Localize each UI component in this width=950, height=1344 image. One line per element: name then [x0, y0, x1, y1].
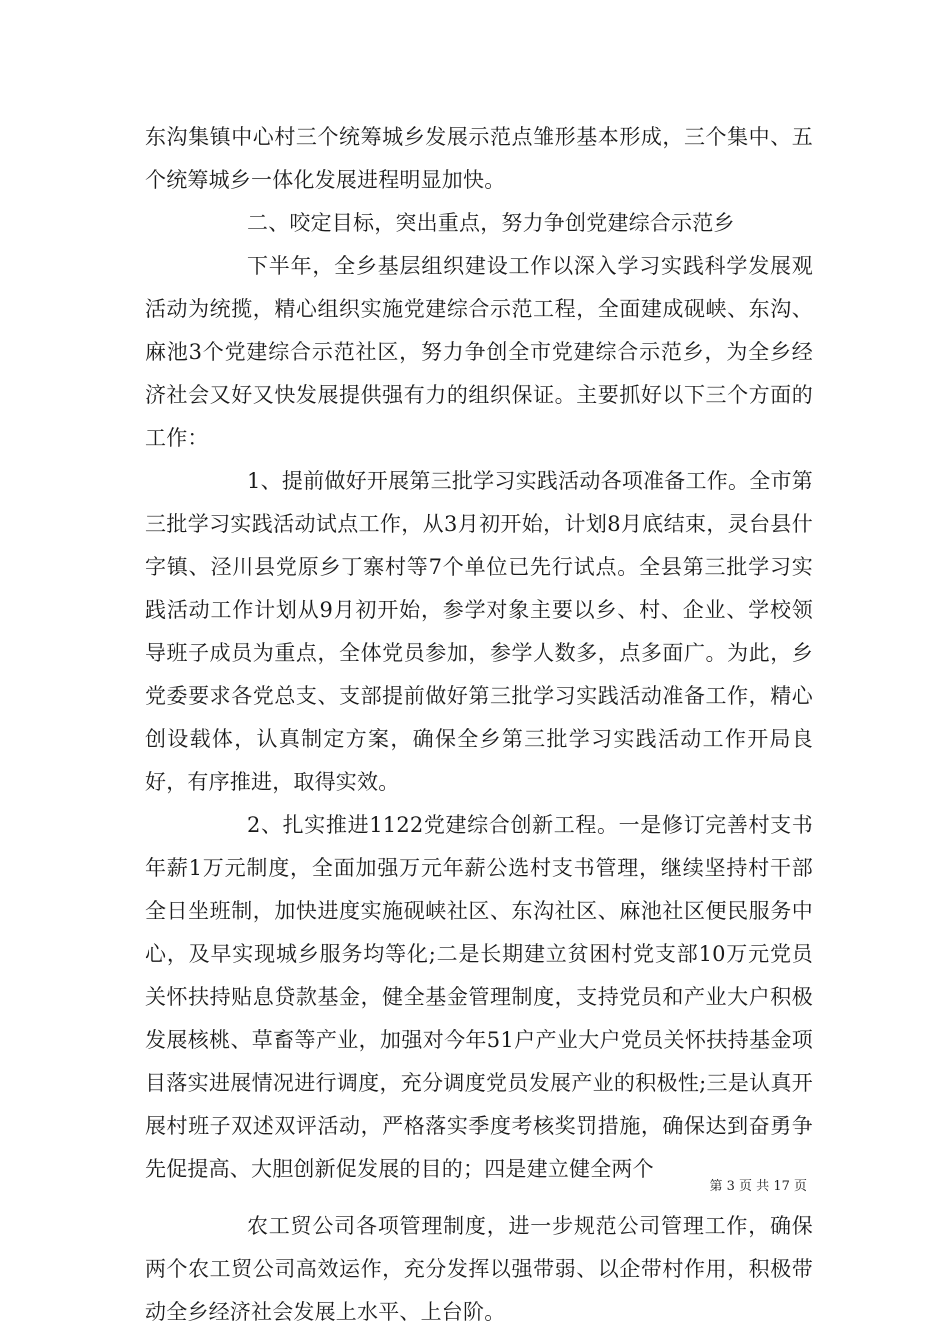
page-number: 第 3 页 共 17 页: [709, 1179, 807, 1194]
paragraph-intro: 下半年，全乡基层组织建设工作以深入学习实践科学发展观活动为统揽，精心组织实施党建综合示范工程，全面建成砚峡、东沟、麻池3个党建综合示范社区，努力争创全市党建综合示范乡，为全乡经济社会又好又快发展提供强有力的组织保证。主要抓好以下三个方面的工作：: [145, 254, 813, 450]
paragraph-item-2-continued: 农工贸公司各项管理制度，进一步规范公司管理工作，确保两个农工贸公司高效运作，充分发挥以强带弱、以企带村作用，积极带动全乡经济社会发展上水平、上台阶。: [145, 1214, 813, 1324]
paragraph-item-1: 1、提前做好开展第三批学习实践活动各项准备工作。全市第三批学习实践活动试点工作，从3月初开始，计划8月底结束，灵台县什字镇、泾川县党原乡丁寨村等7个单位已先行试点。全县第三批学习实践活动工作计划从9月初开始，参学对象主要以乡、村、企业、学校领导班子成员为重点，全体党员参加，参学人数多，点多面广。为此，乡党委要求各党总支、支部提前做好第三批学习实践活动准备工作，精心创设载体，认真制定方案，确保全乡第三批学习实践活动工作开局良好，有序推进，取得实效。: [145, 469, 813, 794]
paragraph-continuation: 东沟集镇中心村三个统筹城乡发展示范点雏形基本形成，三个集中、五个统筹城乡一体化发展进程明显加快。: [145, 125, 813, 192]
paragraph-item-2: 2、扎实推进1122党建综合创新工程。一是修订完善村支书年薪1万元制度，全面加强万元年薪公选村支书管理，继续坚持村干部全日坐班制，加快进度实施砚峡社区、东沟社区、麻池社区便民服务中心，及早实现城乡服务均等化;二是长期建立贫困村党支部10万元党员关怀扶持贴息贷款基金，健全基金管理制度，支持党员和产业大户积极发展核桃、草畜等产业，加强对今年51户产业大户党员关怀扶持基金项目落实进展情况进行调度，充分调度党员发展产业的积极性;三是认真开展村班子双述双评活动，严格落实季度考核奖罚措施，确保达到奋勇争先促提高、大胆创新促发展的目的；四是建立健全两个: [145, 813, 813, 1181]
section-heading: 二、咬定目标，突出重点，努力争创党建综合示范乡: [247, 211, 735, 235]
document-body: [145, 116, 813, 1334]
